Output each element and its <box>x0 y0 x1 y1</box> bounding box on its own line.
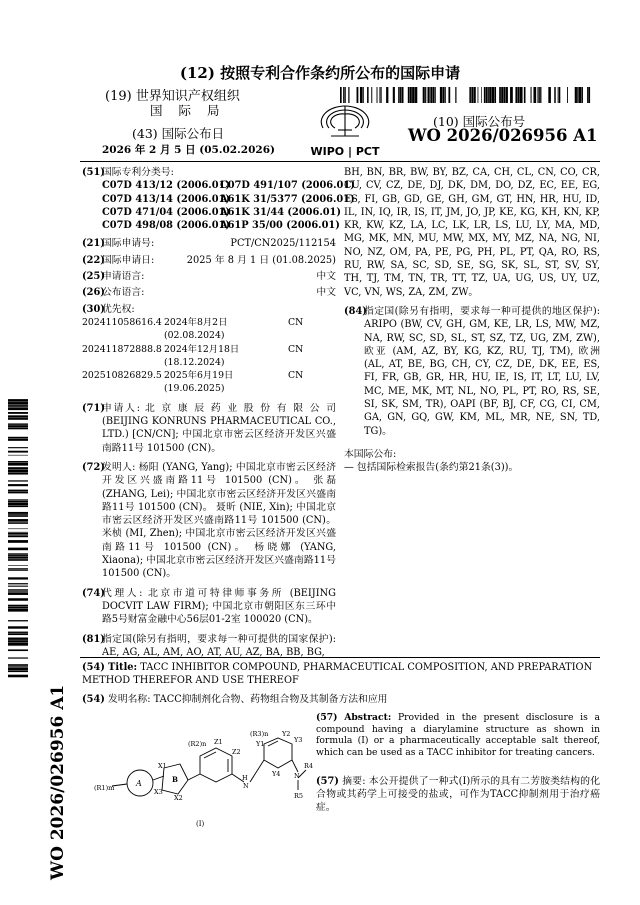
published-item: — 包括国际检索报告(条约第21条(3))。 <box>344 462 519 474</box>
barcode-bar <box>8 415 28 417</box>
barcode-bar <box>435 87 436 103</box>
barcode-bar <box>8 638 28 640</box>
barcode-bar <box>8 675 28 678</box>
barcode-bar <box>448 87 450 103</box>
barcode-bar <box>8 405 28 406</box>
header-divider <box>80 161 600 162</box>
barcode-bar <box>8 428 28 430</box>
inventors-text: 发明人: 杨阳 (YANG, Yang); 中国北京市密云区经济开发区兴盛南路11号 101500 (CN)。 张磊 (ZHANG, Lei); 中国北京市密云区经济开发区兴盛南路11号 101500 (CN)。 聂昕 (NIE, Xin); 中国北京市密云区经济开发区兴盛南路11号 101500 (CN)。 米桢 (MI, Zhen); 中国北京市密云区经济开发区兴盛南路11号 101500 (CN)。 杨晓娜 (YANG, Xiaona); 中国北京市密云区经济开发区兴盛南路11号 101500 (CN)。 <box>102 461 336 580</box>
barcode-bar <box>8 399 28 402</box>
barcode-bar <box>8 402 28 404</box>
label-x3: X3 <box>154 788 163 796</box>
barcode-bar <box>504 87 506 103</box>
barcode-bar <box>481 87 482 103</box>
barcode-bar <box>510 87 513 103</box>
barcode-bar <box>440 87 442 103</box>
ipc-code: C07D 491/107 (2006.01) <box>220 180 355 192</box>
barcode-bar <box>8 671 28 672</box>
barcode-bar <box>8 632 28 633</box>
barcode-bar <box>455 87 456 103</box>
barcode-bar <box>8 555 28 556</box>
ipc-code: C07D 471/04 (2006.01) <box>102 206 230 218</box>
barcode-bar <box>577 87 578 103</box>
priority-row: 202510826829.5 2025年6月19日 (19.06.2025) CN <box>82 370 304 395</box>
barcode-bar <box>8 412 28 414</box>
filing-language: (25) 申请语言: 中文 <box>82 271 336 283</box>
barcode-bar <box>8 463 28 466</box>
barcode-bar <box>442 87 444 103</box>
barcode-bar <box>8 556 28 558</box>
ipc-code: C07D 413/14 (2006.01) <box>102 193 230 205</box>
barcode-bar <box>588 87 590 103</box>
barcode-bar <box>8 516 28 517</box>
filing-date-value: 2025 年 8 月 1 日 (01.08.2025) <box>186 254 336 266</box>
publication-number-label: (10) 国际公布号 <box>433 114 526 129</box>
ipc-codes <box>102 179 355 232</box>
barcode-bar <box>8 640 28 642</box>
filing-date: (22) 国际申请日: 2025 年 8 月 1 日 (01.08.2025) <box>82 254 336 266</box>
barcode-bar <box>8 533 28 535</box>
label-r5: R5 <box>294 792 304 800</box>
barcode-bar <box>8 480 28 481</box>
ipc-section: (51) 国际专利分类号: C07D 413/12 (2006.01) C07D 491/107 (2006.01) C07D 413/14 (2006.01) A61K 31/5377 (2006.01) C07D 471/04 (2006.01) A61K 31/44 (2006.01) C07D 498/08 (2006.01) A61P 35/00 (2006.01) <box>82 167 355 232</box>
designated-national-continued: BH, BN, BR, BW, BY, BZ, CA, CH, CL, CN, CO, CR, CU, CV, CZ, DE, DJ, DK, DM, DO, DZ, EC, EE, EG, ES, FI, GB, GD, GE, GH, GM, GT, HN, HR, HU, ID, IL, IN, IQ, IR, IS, IT, JM, JO, JP, KE, KG, KH, KN, KP, KR, KW, KZ, LA, LC, LK, LR, LS, LU, LY, MA, MD, MG, MK, MN, MU, MW, MX, MY, MZ, NA, NG, NI, NO, NZ, OM, PA, PE, PG, PH, PL, PT, QA, RO, RS, RU, RW, SA, SC, SD, SE, SG, SK, SL, ST, SV, SY, TH, TJ, TM, TN, TR, TT, TZ, UA, UG, US, UY, UZ, VC, VN, WS, ZA, ZM, ZW。 <box>344 167 600 298</box>
ipc-label: 国际专利分类号: <box>102 167 174 178</box>
barcode-bar <box>8 633 28 635</box>
title-chinese: (54) 发明名称: TACC抑制剂化合物、药物组合物及其制备方法和应用 <box>82 694 388 705</box>
publication-date-label: (43) 国际公布日 <box>132 126 225 141</box>
barcode-bar <box>8 560 28 561</box>
barcode-bar <box>537 87 538 103</box>
barcode-bar <box>8 451 28 453</box>
barcode-bar <box>501 87 503 103</box>
barcode-bar <box>575 87 577 103</box>
ipc-code: A61K 31/5377 (2006.01) <box>220 193 355 205</box>
barcode-bar <box>8 577 28 579</box>
wipo-pct-text: WIPO | PCT <box>310 145 380 158</box>
bibliographic-right-column <box>344 166 600 475</box>
vertical-publication-number: WO 2026/026956 A1 <box>48 684 68 880</box>
barcode-bar <box>8 532 28 533</box>
wipo-logo <box>300 100 390 160</box>
label-x2: X2 <box>174 794 183 802</box>
bibliographic-left-column <box>82 166 355 662</box>
barcode-bar <box>533 87 536 103</box>
designated-regional-text: 指定国(除另有指明，要求每一种可提供的地区保护): ARIPO (BW, CV, GH, GM, KE, LR, LS, MW, MZ, NA, RW, SC, SD, SL, ST, SZ, TZ, UG, ZM, ZW), 欧亚 (AM, AZ, BY, KG, KZ, RU, TJ, TM), 欧洲 (AL, AT, BE, BG, CH, CY, CZ, DE, DK, EE, ES, FI, FR, GB, GR, HR, HU, IE, IS, IT, LT, LU, LV, MC, ME, MK, MT, NL, NO, PL, PT, RO, RS, SE, SI, SK, SM, TR), OAPI (BF, BJ, CF, CG, CI, CM, GA, GN, GQ, GW, KM, ML, MR, NE, SN, TD, TG)。 <box>364 305 600 437</box>
publication-language: (26) 公布语言: 中文 <box>82 287 336 299</box>
barcode-bar <box>8 425 28 427</box>
barcode-bar <box>8 535 28 536</box>
barcode-bar <box>427 87 429 103</box>
barcode-bar <box>515 87 517 103</box>
ipc-code: A61K 31/44 (2006.01) <box>220 206 341 218</box>
barcode-bar <box>492 87 495 103</box>
barcode-bar <box>484 87 486 103</box>
barcode-bar <box>393 87 395 103</box>
barcode-bar <box>489 87 491 103</box>
barcode-bar <box>8 592 28 593</box>
barcode-bar <box>524 87 526 103</box>
label-r4: R4 <box>304 762 314 770</box>
application-number-value: PCT/CN2025/112154 <box>230 238 336 250</box>
barcode-bar <box>478 87 479 103</box>
barcode-bar <box>402 87 404 103</box>
barcode-bar <box>8 506 28 507</box>
barcode-bar <box>520 87 523 103</box>
barcode-bar <box>445 87 446 103</box>
barcode-bar <box>8 664 28 665</box>
barcode-bar <box>8 665 28 666</box>
ring-a-label: A <box>136 779 142 788</box>
barcode-bar <box>587 87 588 103</box>
ipc-code: C07D 413/12 (2006.01) <box>102 180 230 192</box>
barcode-bar <box>559 87 561 103</box>
barcode-bar <box>8 620 28 621</box>
published-label: 本国际公布: <box>344 448 397 460</box>
label-z2: Z2 <box>232 748 241 756</box>
barcode-bar <box>433 87 435 103</box>
barcode-bar <box>486 87 488 103</box>
barcode-bar <box>469 87 470 103</box>
barcode-bar <box>8 523 28 524</box>
barcode-bar <box>8 519 28 521</box>
barcode-bar <box>400 87 402 103</box>
barcode-bar <box>8 583 28 584</box>
barcode-bar <box>8 593 28 595</box>
abstract-english: (57) Abstract: Provided in the present disclosure is a compound having a diarylamine structure as shown in formula (I) or a pharmaceutically acceptable salt thereof, which can be used as a TACC inhibitor for treating cancers. <box>316 712 601 758</box>
barcode-bar <box>8 558 28 559</box>
application-number: (21) 国际申请号: PCT/CN2025/112154 <box>82 238 336 250</box>
applicant-section: (71) 申请人: 北 京 康 辰 药 业 股 份 有 限 公 司 (BEIJING KONRUNS PHARMACEUTICAL CO., LTD.) [CN/CN]; 中国北京市密云区经济开发区兴盛南路11号 101500 (CN)。 <box>82 402 336 454</box>
barcode-bar <box>8 668 28 670</box>
title-english: (54) Title: TACC INHIBITOR COMPOUND, PHARMACEUTICAL COMPOSITION, AND PREPARATION METHOD THEREFOR AND USE THEREOF <box>82 662 593 686</box>
barcode-bar <box>8 548 28 551</box>
priority-row: 202411058616.4 2024年8月2日 (02.08.2024) CN <box>82 316 304 342</box>
barcode-bar <box>430 87 431 103</box>
label-r3: (R3)n <box>250 730 269 738</box>
barcode-bar <box>8 565 28 566</box>
barcode-bar <box>8 626 28 628</box>
barcode-bar <box>8 536 28 538</box>
label-n-amine: N <box>243 782 249 790</box>
barcode-bar <box>558 87 559 103</box>
priority-section: (30) 优先权: 202411058616.4 2024年8月2日 (02.08.2024) CN 202411872888.8 2024年12月18日 (18.12.2024) CN 202510826829.5 2025年6月19日 (19.06.2025) CN <box>82 303 336 396</box>
barcode-bar <box>506 87 508 103</box>
publication-date: 2026 年 2 月 5 日 (05.02.2026) <box>102 144 275 156</box>
label-r1: (R1)m <box>94 784 115 792</box>
priority-row: 202411872888.8 2024年12月18日 (18.12.2024) CN <box>82 343 304 368</box>
barcode-bar <box>499 87 501 103</box>
agent-text: 代理人: 北京市道可特律师事务所 (BEIJING DOCVIT LAW FIRM); 中国北京市朝阳区东三环中路5号财富金融中心56层01-2室 100020 (CN)。 <box>102 587 336 626</box>
barcode-bar <box>8 522 28 523</box>
barcode-bar <box>8 528 28 529</box>
barcode-bar <box>8 418 28 420</box>
publication-number: WO 2026/026956 A1 <box>408 126 598 145</box>
barcode-bar <box>8 598 28 601</box>
barcode-bar <box>8 437 28 438</box>
barcode-bar <box>8 645 28 646</box>
barcode-bar <box>8 589 28 590</box>
barcode-bar <box>8 591 28 592</box>
organization-name: (19) 世界知识产权组织 <box>105 89 240 104</box>
label-y1: Y1 <box>256 740 265 748</box>
barcode-bar <box>415 87 417 103</box>
barcode-bar <box>8 643 28 645</box>
barcode-bar <box>8 470 28 472</box>
barcode-bar <box>8 540 28 543</box>
label-y4: Y4 <box>272 770 281 778</box>
abstract-chinese: (57) 摘要: 本公开提供了一种式(I)所示的具有二芳胺类结构的化合物或其药学上可接受的盐或，可作为TACC抑制剂用于治疗癌症。 <box>316 776 600 813</box>
barcode-bar <box>8 490 28 492</box>
wipo-emblem-icon <box>321 106 369 136</box>
barcode-bar <box>531 87 532 103</box>
barcode-bar <box>8 406 28 407</box>
barcode-bar <box>8 423 28 424</box>
ipc-code: A61P 35/00 (2006.01) <box>220 220 340 232</box>
barcode-bar <box>554 87 555 103</box>
designated-regional-section: (84) 指定国(除另有指明，要求每一种可提供的地区保护): ARIPO (BW, CV, GH, GM, KE, LR, LS, MW, MZ, NA, RW, SC, SD, SL, ST, SZ, TZ, UG, ZM, ZW), 欧亚 (AM, AZ, BY, KG, KZ, RU, TJ, TM), 欧洲 (AL, AT, BE, BG, CH, CY, CZ, DE, DK, EE, ES, FI, FR, GB, GR, HR, HU, IE, IS, IT, LT, LU, LV, MC, ME, MK, MT, NL, NO, PL, PT, RO, RS, SE, SI, SK, SM, TR), OAPI (BF, BJ, CF, CG, CI, CM, GA, GN, GQ, GW, KM, ML, MR, NE, SN, TD, TG)。 <box>344 305 600 437</box>
barcode-bar <box>8 501 28 503</box>
formula-label: (I) <box>196 820 205 828</box>
designated-national-text: 指定国(除另有指明，要求每一种可提供的国家保护): AE, AG, AL, AM, AO, AT, AU, AZ, BA, BB, BG, <box>102 633 336 658</box>
label-n-tail: N <box>294 772 300 780</box>
barcode-bar <box>8 586 28 587</box>
title-divider <box>80 657 600 658</box>
label-r2: (R2)n <box>188 740 207 748</box>
barcode-bar <box>8 484 28 486</box>
chemical-structure-figure <box>92 728 312 838</box>
barcode-bar <box>8 553 28 554</box>
label-y2: Y2 <box>282 730 291 738</box>
barcode-bar <box>425 87 426 103</box>
barcode-bar <box>8 667 28 668</box>
barcode-bar <box>539 87 540 103</box>
barcode-bar <box>8 657 28 658</box>
barcode-bar <box>8 607 28 609</box>
barcode-bar <box>431 87 433 103</box>
barcode-bar <box>548 87 551 103</box>
barcode-bar <box>8 473 28 475</box>
label-z1: Z1 <box>214 738 223 746</box>
barcode-bar <box>412 87 415 103</box>
barcode-bar <box>518 87 520 103</box>
barcode-bar <box>494 87 496 103</box>
barcode-bar <box>8 570 28 571</box>
barcode-bar <box>567 87 568 103</box>
published-section <box>344 448 600 475</box>
barcode-bar <box>8 503 28 506</box>
barcode-bar <box>8 649 28 651</box>
barcode-bar <box>581 87 582 103</box>
barcode-bar <box>8 455 28 456</box>
aryl-ring-shape <box>200 748 232 782</box>
barcode-vertical <box>8 396 28 676</box>
applicant-text: 申请人: 北 京 康 辰 药 业 股 份 有 限 公 司 (BEIJING KONRUNS PHARMACEUTICAL CO., LTD.) [CN/CN]; 中国北京市密云区经济开发区兴盛南路11号 101500 (CN)。 <box>102 402 336 454</box>
barcode-bar <box>8 499 28 500</box>
ring-b-label: B <box>172 775 178 784</box>
heteroaryl-ring-shape <box>264 738 292 768</box>
barcode-bar <box>8 609 28 612</box>
document-title: (12) 按照专利合作条约所公布的国际申请 <box>179 64 461 82</box>
barcode-bar <box>8 467 28 469</box>
barcode-bar <box>470 87 472 103</box>
barcode-bar <box>472 87 473 103</box>
barcode-bar <box>409 87 411 103</box>
barcode-bar <box>8 407 28 410</box>
barcode-bar <box>8 492 28 494</box>
barcode-bar <box>8 461 28 463</box>
barcode-bar <box>8 438 28 440</box>
label-y3: Y3 <box>294 736 303 744</box>
label-h: H <box>242 774 248 782</box>
barcode-bar <box>488 87 489 103</box>
label-x1: X1 <box>158 762 167 770</box>
agent-section: (74) 代理人: 北京市道可特律师事务所 (BEIJING DOCVIT LAW FIRM); 中国北京市朝阳区东三环中路5号财富金融中心56层01-2室 100020 (CN)。 <box>82 587 336 626</box>
barcode-bar <box>8 447 28 448</box>
barcode-bar <box>474 87 476 103</box>
barcode-bar <box>8 512 28 514</box>
barcode-bar <box>423 87 425 103</box>
barcode-bar <box>8 568 28 569</box>
barcode-bar <box>8 514 28 516</box>
barcode-bar <box>408 87 409 103</box>
inventors-section: (72) 发明人: 杨阳 (YANG, Yang); 中国北京市密云区经济开发区兴盛南路11号 101500 (CN)。 张磊 (ZHANG, Lei); 中国北京市密云区经济开发区兴盛南路11号 101500 (CN)。 聂昕 (NIE, Xin); 中国北京市密云区经济开发区兴盛南路11号 101500 (CN)。 米桢 (MI, Zhen); 中国北京市密云区经济开发区兴盛南路11号 101500 (CN)。 杨晓娜 (YANG, Xiaona); 中国北京市密云区经济开发区兴盛南路11号 101500 (CN)。 <box>82 461 336 580</box>
organization-bureau: 国 际 局 <box>150 103 226 118</box>
barcode-bar <box>398 87 400 103</box>
barcode-bar <box>540 87 541 103</box>
barcode-bar <box>579 87 582 103</box>
ipc-code: C07D 498/08 (2006.01) <box>102 220 230 232</box>
barcode-bar <box>8 605 28 607</box>
designated-national-section: (81) 指定国(除另有指明，要求每一种可提供的国家保护): AE, AG, AL, AM, AO, AT, AU, AZ, BA, BB, BG, <box>82 633 336 658</box>
